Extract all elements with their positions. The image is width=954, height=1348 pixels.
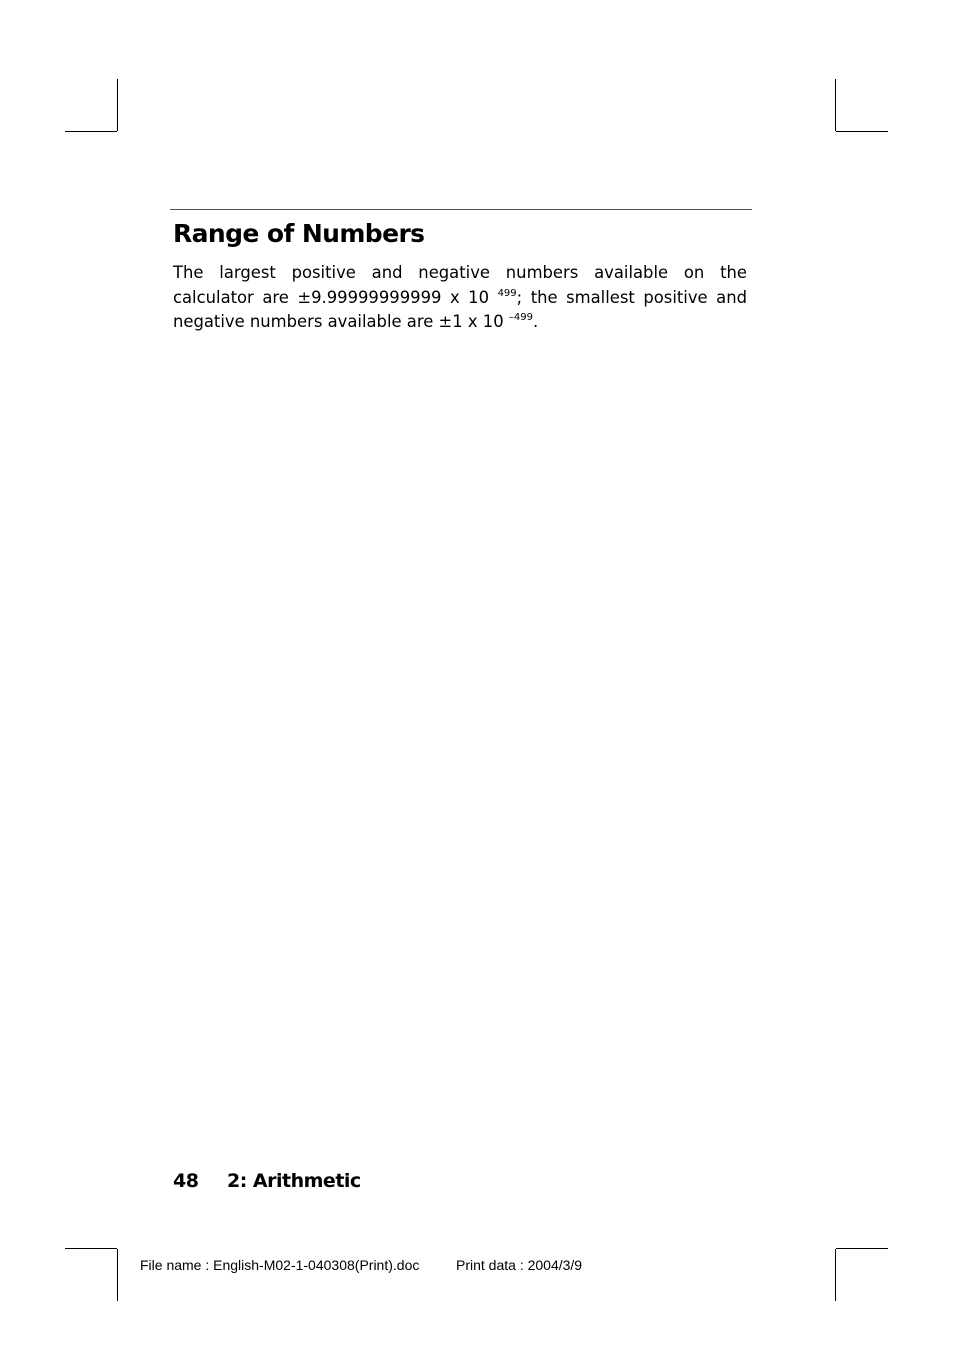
crop-mark-top-left-horizontal bbox=[65, 131, 117, 132]
file-name-label: File name : English-M02-1-040308(Print).doc bbox=[140, 1257, 420, 1273]
crop-mark-bottom-right-horizontal bbox=[836, 1248, 888, 1249]
crop-mark-bottom-right-vertical bbox=[835, 1249, 836, 1301]
page-footer bbox=[173, 1168, 361, 1194]
paragraph-text-1: The largest positive and negative numbers available on the calculator are ±9.99999999999 x 10 bbox=[173, 263, 747, 307]
crop-mark-top-right-vertical bbox=[835, 79, 836, 131]
section-paragraph bbox=[173, 261, 747, 335]
crop-mark-bottom-left-horizontal bbox=[65, 1248, 117, 1249]
exponent-max: 499 bbox=[497, 287, 517, 299]
print-date-label: Print data : 2004/3/9 bbox=[456, 1257, 583, 1273]
crop-mark-bottom-left-vertical bbox=[117, 1249, 118, 1301]
crop-mark-top-right-horizontal bbox=[836, 131, 888, 132]
paragraph-text-2: ; the smallest positive and negative numbers available are ±1 x 10 bbox=[173, 287, 747, 331]
section-rule bbox=[170, 209, 752, 210]
crop-mark-top-left-vertical bbox=[117, 79, 118, 131]
page-number: 48 bbox=[173, 1170, 199, 1192]
paragraph-text-3: . bbox=[532, 312, 539, 331]
section-title: Range of Numbers bbox=[173, 219, 425, 248]
exponent-min: –499 bbox=[508, 312, 533, 323]
chapter-title: 2: Arithmetic bbox=[227, 1170, 361, 1192]
